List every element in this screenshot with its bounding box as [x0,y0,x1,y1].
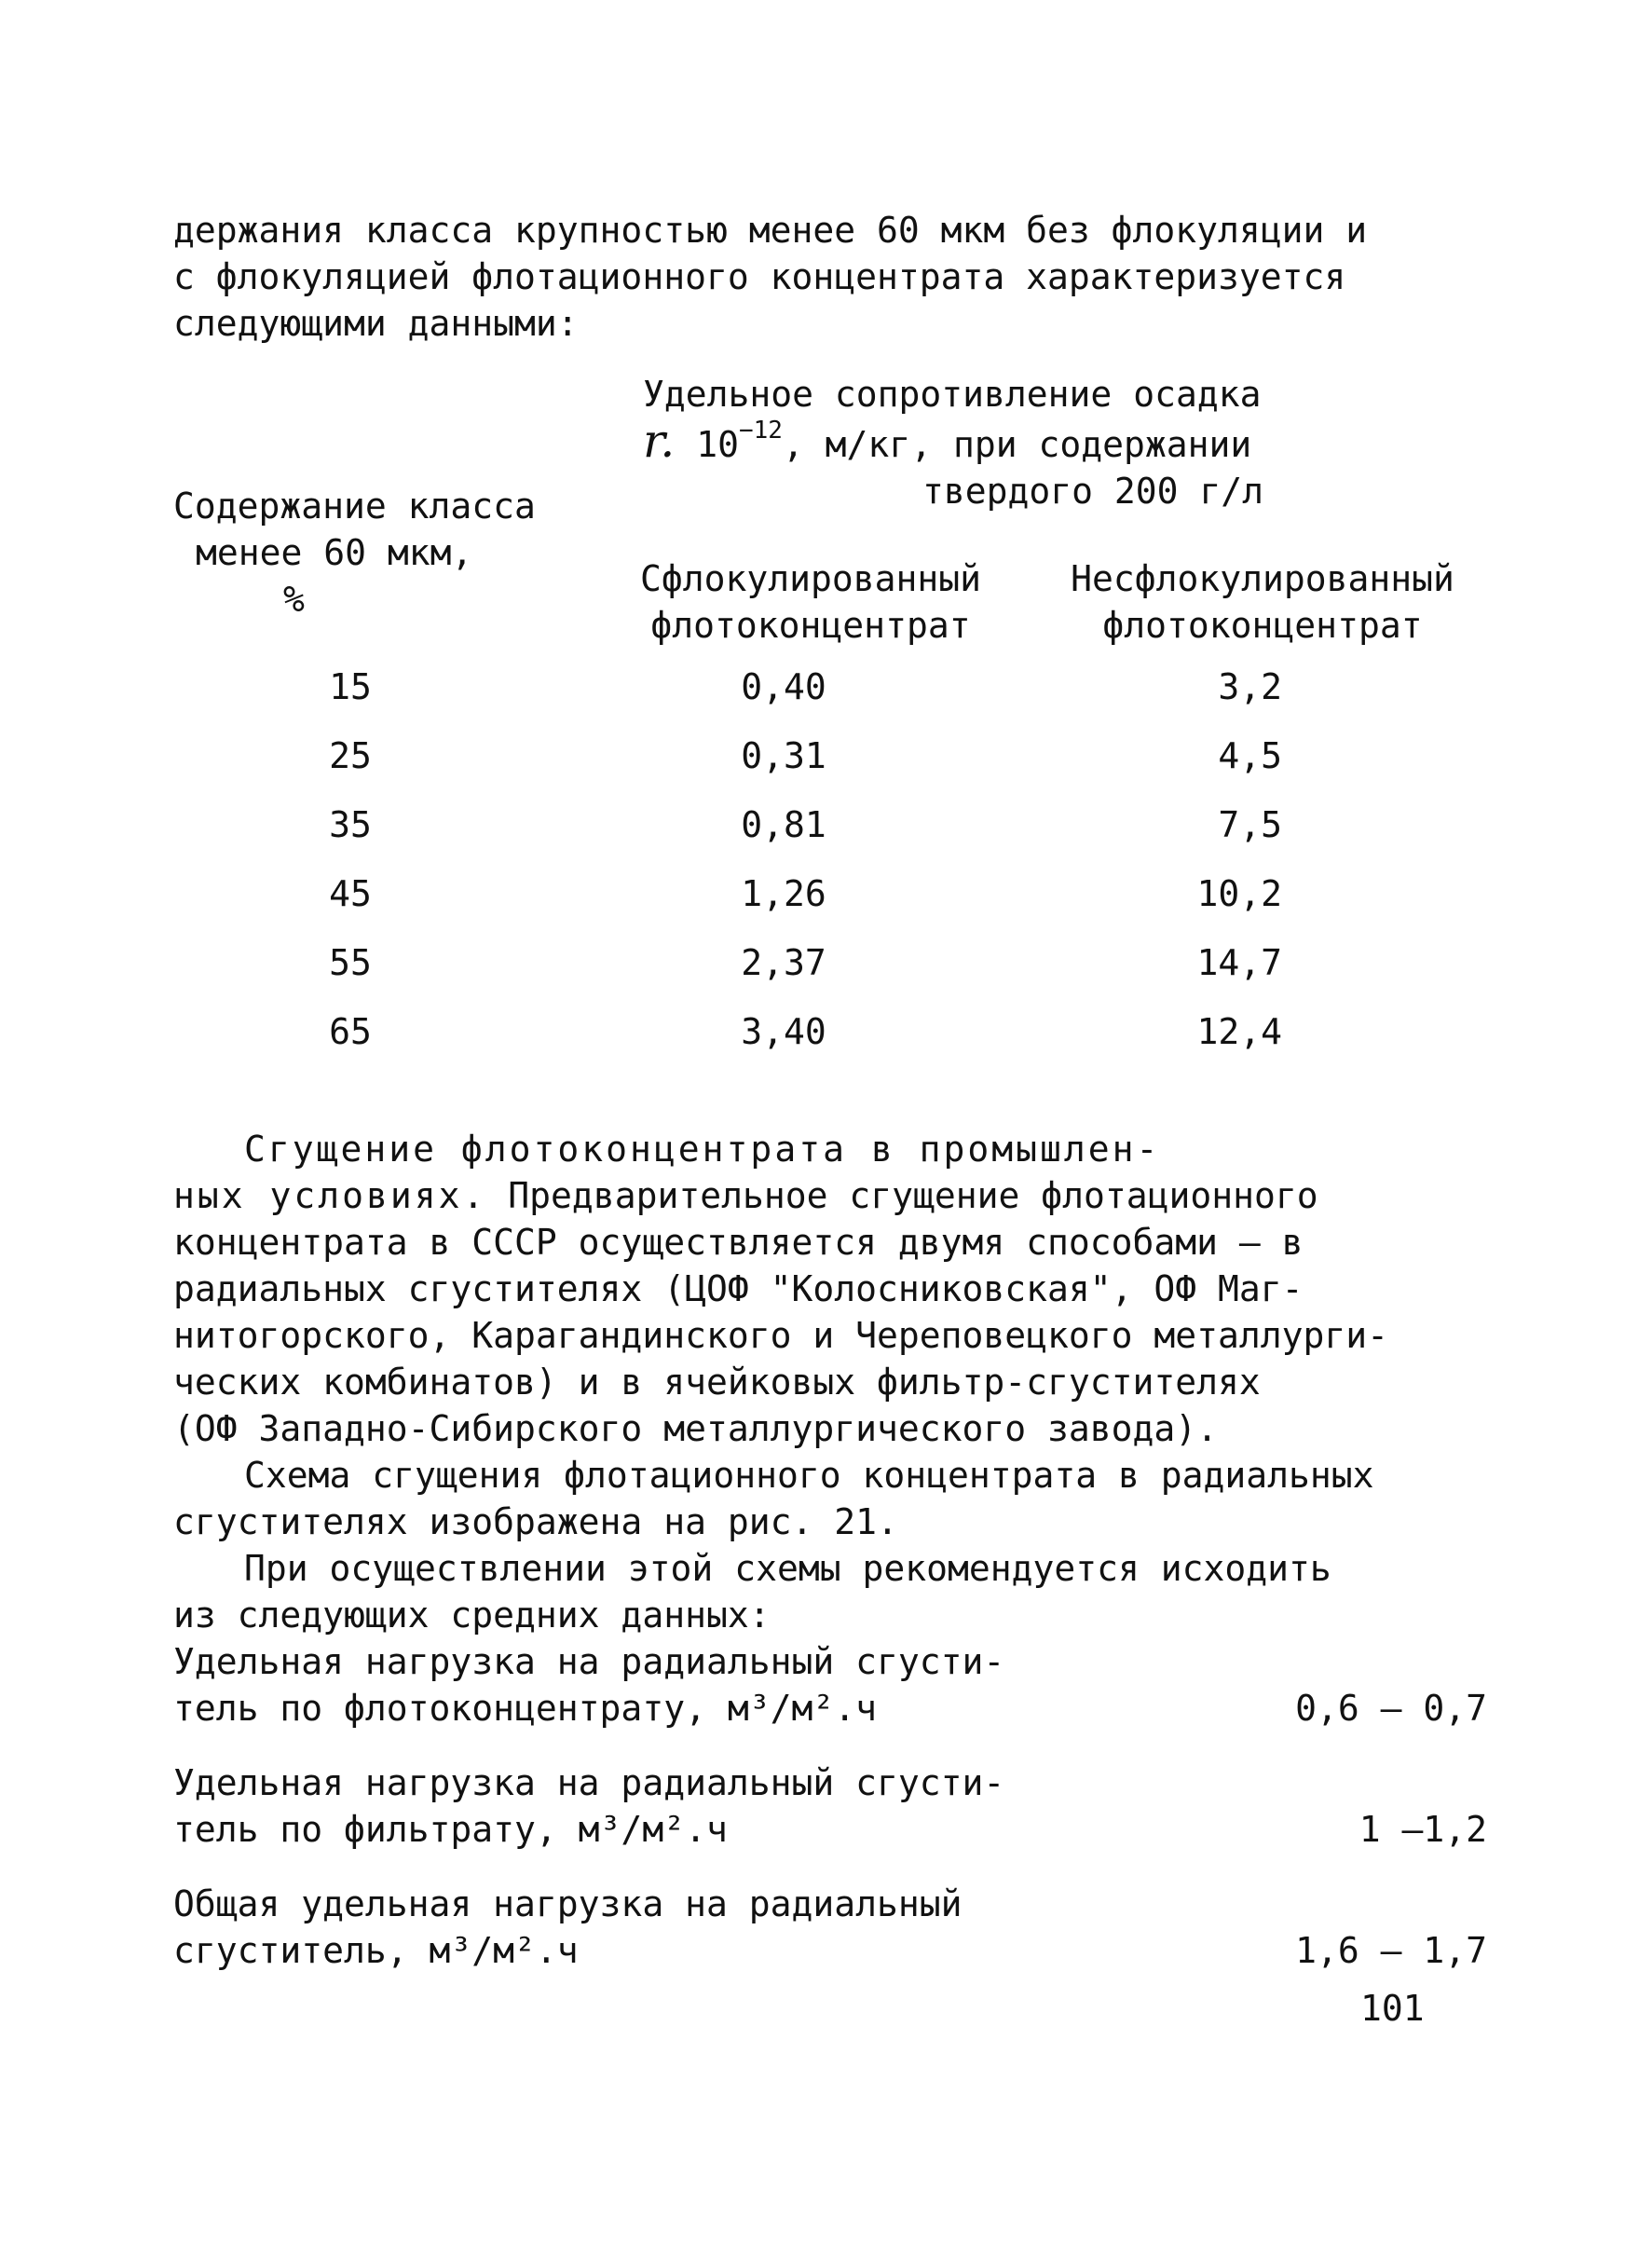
list-item [173,1759,1487,1853]
param-value: 0,6 – 0,7 [1295,1688,1487,1729]
cell-class: 25 [329,735,372,776]
resistance-exponent: −12 [738,417,783,445]
cell-class: 15 [329,666,372,707]
param-label-line-1: Общая удельная нагрузка на радиальный [173,1883,963,1924]
cell-flocculated: 0,40 [741,666,826,707]
table-row [173,870,1496,939]
param-label-line-2: тель по флотоконцентрату, м³/м².ч [173,1688,877,1729]
param-label-line-2: сгуститель, м³/м².ч [173,1930,579,1971]
col-b-line-1: Несфлокулированный [1071,558,1454,599]
table-row [173,732,1496,801]
class-header-line-3: % [283,579,305,620]
page-number: 101 [1360,1988,1425,2029]
class-header-line-1: Содержание класса [173,486,536,527]
scheme-line-2: сгустителях изображена на рис. 21. [173,1501,898,1542]
cell-nonflocculated: 10,2 [1196,873,1282,914]
param-label-line-2: тель по фильтрату, м³/м².ч [173,1809,728,1850]
table-row [173,1008,1496,1077]
section-line-4: радиальных сгустителях (ЦОФ "Колосниковская", ОФ Маг- [173,1268,1304,1309]
param-value: 1,6 – 1,7 [1295,1930,1487,1971]
column-header-flocculated [615,555,1006,649]
class-header-line-2: менее 60 мкм, [196,532,473,573]
cell-class: 65 [329,1011,372,1052]
col-a-line-2: флотоконцентрат [650,605,971,646]
intro-paragraph [173,207,1496,347]
intro-line-3: следующими данными: [173,303,579,344]
parameters-list [173,1638,1487,2002]
cell-flocculated: 0,31 [741,735,826,776]
cell-nonflocculated: 12,4 [1196,1011,1282,1052]
table-row [173,801,1496,870]
cell-class: 45 [329,873,372,914]
cell-nonflocculated: 3,2 [1218,666,1282,707]
col-b-line-2: флотоконцентрат [1102,605,1423,646]
section-heading-part-1: Сгущение флотоконцентрата в промышлен- [244,1129,1161,1170]
section-line-3: концентрата в СССР осуществляется двумя способами – в [173,1222,1304,1263]
cell-flocculated: 3,40 [741,1011,826,1052]
data-line-1: При осуществлении этой схемы рекомендуется исходить [244,1548,1331,1589]
resistance-units: , м/кг, при содержании [782,424,1252,465]
section-text-1: Предварительное сгущение флотационного [486,1175,1318,1216]
section-heading-part-2: ных условиях. [173,1175,487,1216]
scheme-line-1: Схема сгущения флотационного концентрата в радиальных [244,1455,1374,1496]
resistance-solids: твердого 200 г/л [922,471,1264,512]
table-row [173,939,1496,1008]
cell-nonflocculated: 4,5 [1218,735,1282,776]
cell-flocculated: 0,81 [741,804,826,845]
cell-class: 35 [329,804,372,845]
cell-flocculated: 2,37 [741,942,826,983]
cell-class: 55 [329,942,372,983]
column-header-nonflocculated [1044,555,1481,649]
resistance-multiplier: 10 [675,424,739,465]
resistance-title: Удельное сопротивление осадка [643,374,1262,415]
table-header-class [173,483,611,623]
section-line-7: (ОФ Западно-Сибирского металлургического завода). [173,1408,1219,1449]
cell-nonflocculated: 14,7 [1196,942,1282,983]
resistance-units-line [643,414,1263,468]
section-line-6: ческих комбинатов) и в ячейковых фильтр-сгустителях [173,1362,1261,1403]
thickening-section [173,1126,1496,1638]
param-label-line-1: Удельная нагрузка на радиальный сгусти- [173,1641,1005,1682]
r-symbol: r. [643,414,676,468]
col-a-line-1: Сфлокулированный [639,558,982,599]
cell-flocculated: 1,26 [741,873,826,914]
intro-line-1: держания класса крупностью менее 60 мкм без флокуляции и [173,210,1368,251]
section-line-5: нитогорского, Карагандинского и Череповецкого металлурги- [173,1315,1389,1356]
list-item [173,1881,1487,1974]
list-item [173,1638,1487,1732]
table-row [173,664,1496,732]
data-line-2: из следующих средних данных: [173,1595,771,1636]
table-header-resistance [643,371,1263,514]
param-value: 1 –1,2 [1358,1809,1487,1850]
section-line-2 [173,1172,1496,1219]
cell-nonflocculated: 7,5 [1218,804,1282,845]
table-body [173,664,1496,1077]
intro-line-2: с флокуляцией флотационного концентрата характеризуется [173,256,1346,297]
section-line-1 [173,1126,1496,1172]
param-label-line-1: Удельная нагрузка на радиальный сгусти- [173,1762,1005,1803]
